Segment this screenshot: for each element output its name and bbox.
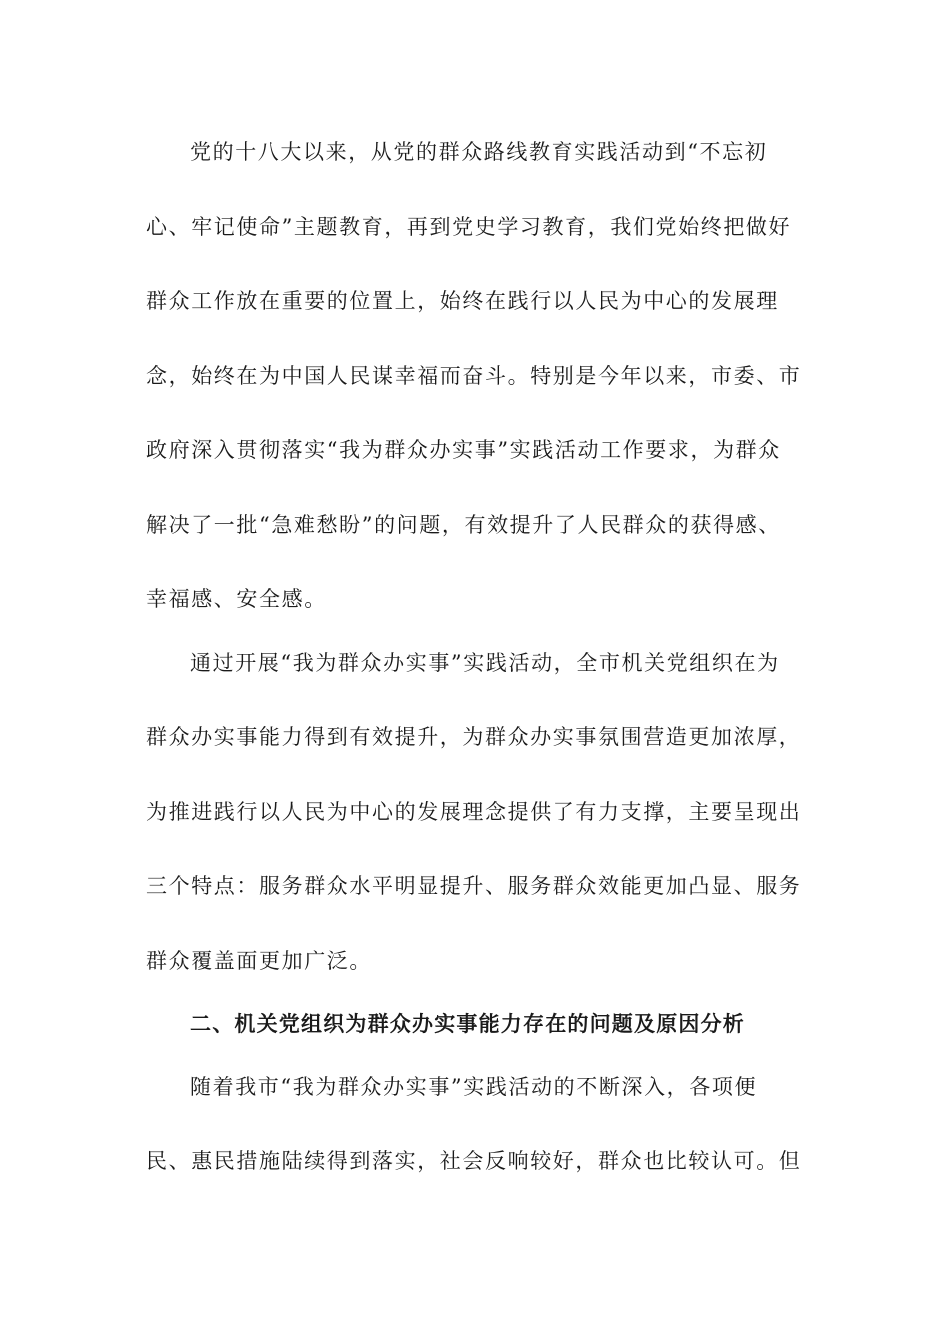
paragraph-1-line-7: 幸福感、安全感。 [146, 587, 327, 611]
paragraph-1-line-6: 解决了一批“急难愁盼”的问题，有效提升了人民群众的获得感、 [146, 513, 781, 537]
paragraph-2-line-2: 群众办实事能力得到有效提升，为群众办实事氛围营造更加浓厚， [146, 725, 802, 749]
paragraph-2-line-4: 三个特点：服务群众水平明显提升、服务群众效能更加凸显、服务 [146, 874, 802, 898]
paragraph-1-line-1: 党的十八大以来，从党的群众路线教育实践活动到“不忘初 [190, 140, 768, 164]
paragraph-1-line-4: 念，始终在为中国人民谋幸福而奋斗。特别是今年以来，市委、市 [146, 364, 802, 388]
paragraph-1-line-2: 心、牢记使命”主题教育，再到党史学习教育，我们党始终把做好 [146, 215, 792, 239]
section-heading: 二、机关党组织为群众办实事能力存在的问题及原因分析 [190, 1012, 745, 1036]
paragraph-1-line-5: 政府深入贯彻落实“我为群众办实事”实践活动工作要求，为群众 [146, 438, 781, 462]
paragraph-1-line-3: 群众工作放在重要的位置上，始终在践行以人民为中心的发展理 [146, 289, 779, 313]
paragraph-2-line-1: 通过开展“我为群众办实事”实践活动，全市机关党组织在为 [190, 651, 780, 675]
paragraph-3-line-2: 民、惠民措施陆续得到落实，社会反响较好，群众也比较认可。但 [146, 1149, 802, 1173]
paragraph-2-line-3: 为推进践行以人民为中心的发展理念提供了有力支撑，主要呈现出 [146, 800, 802, 824]
paragraph-3-line-1: 随着我市“我为群众办实事”实践活动的不断深入，各项便 [190, 1075, 758, 1099]
paragraph-2-line-5: 群众覆盖面更加广泛。 [146, 949, 372, 973]
